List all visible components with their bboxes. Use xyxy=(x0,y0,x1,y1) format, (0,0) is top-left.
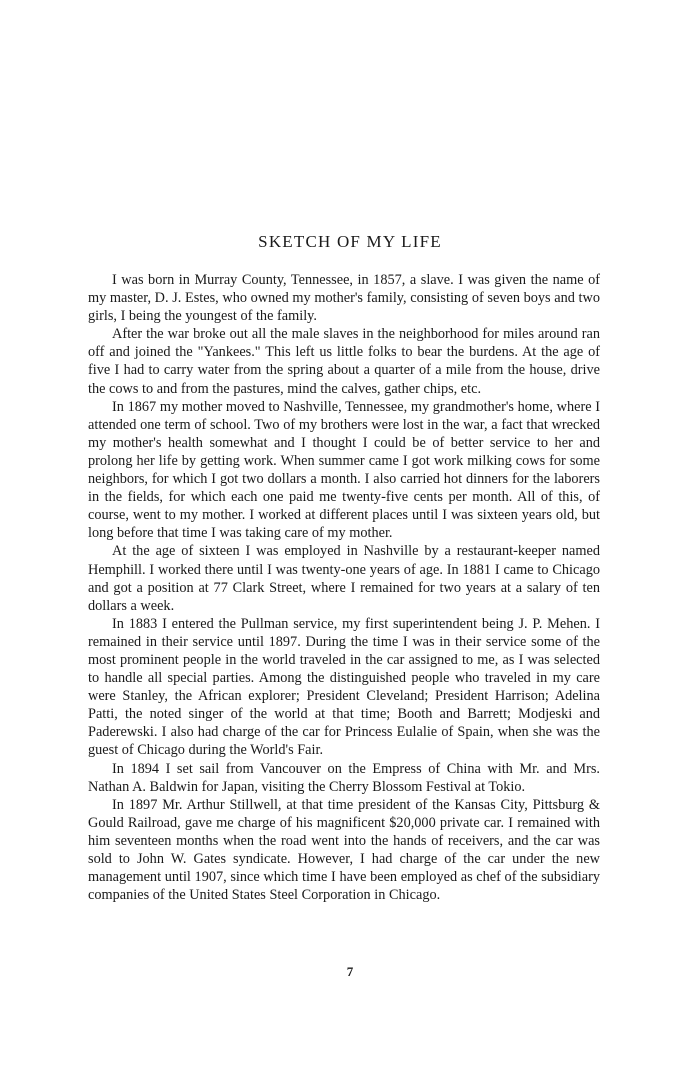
paragraph: In 1867 my mother moved to Nashville, Tennessee, my grandmother's home, where I attended one term of school. Two of my brothers were lost in the war, a fact that wrecked my mother's health somewhat and I thought I could be of better service to her and prolong her life by getting work. When summer came I got work milking cows for some neighbors, for which I got two dollars a month. I also carried hot dinners for the laborers in the fields, for which each one paid me twenty-five cents per month. All of this, of course, went to my mother. I worked at different places until I was sixteen years old, but long before that time I was taking care of my mother. xyxy=(88,398,600,542)
paragraph: In 1894 I set sail from Vancouver on the Empress of China with Mr. and Mrs. Nathan A. Baldwin for Japan, visiting the Cherry Blossom Festival at Tokio. xyxy=(88,760,600,795)
page-number: 7 xyxy=(346,964,354,979)
chapter-body xyxy=(88,271,600,904)
paragraph: I was born in Murray County, Tennessee, in 1857, a slave. I was given the name of my master, D. J. Estes, who owned my mother's family, consisting of seven boys and two girls, I being the youngest of the family. xyxy=(88,272,600,325)
paragraph: In 1897 Mr. Arthur Stillwell, at that time president of the Kansas City, Pittsburg & Gould Railroad, gave me charge of his magnificent $20,000 private car. I remained with him seventeen months when the road went into the hands of receivers, and the car was sold to John W. Gates syndicate. However, I had charge of the car under the new management until 1907, since which time I have been employed as chef of the subsidiary companies of the United States Steel Corporation in Chicago. xyxy=(88,796,600,904)
chapter-title: SKETCH OF MY LIFE xyxy=(258,232,442,251)
paragraph: In 1883 I entered the Pullman service, my first superintendent being J. P. Mehen. I remained in their service until 1897. During the time I was in their service some of the most prominent people in the world traveled in the car assigned to me, as I was selected to handle all special parties. Among the distinguished people who traveled in my care were Stanley, the African explorer; President Cleveland; President Harrison; Adelina Patti, the noted singer of the world at that time; Booth and Barrett; Modjeski and Paderewski. I also had charge of the car for Princess Eulalie of Spain, when she was the guest of Chicago during the World's Fair. xyxy=(88,615,600,759)
paragraph: After the war broke out all the male slaves in the neighborhood for miles around ran off and joined the "Yankees." This left us little folks to bear the burdens. At the age of five I had to carry water from the spring about a quarter of a mile from the house, drive the cows to and from the pastures, mind the calves, gather chips, etc. xyxy=(88,326,600,397)
paragraph: At the age of sixteen I was employed in Nashville by a restaurant-keeper named Hemphill. I worked there until I was twenty-one years of age. In 1881 I came to Chicago and got a position at 77 Clark Street, where I remained for two years at a salary of ten dollars a week. xyxy=(88,543,600,614)
